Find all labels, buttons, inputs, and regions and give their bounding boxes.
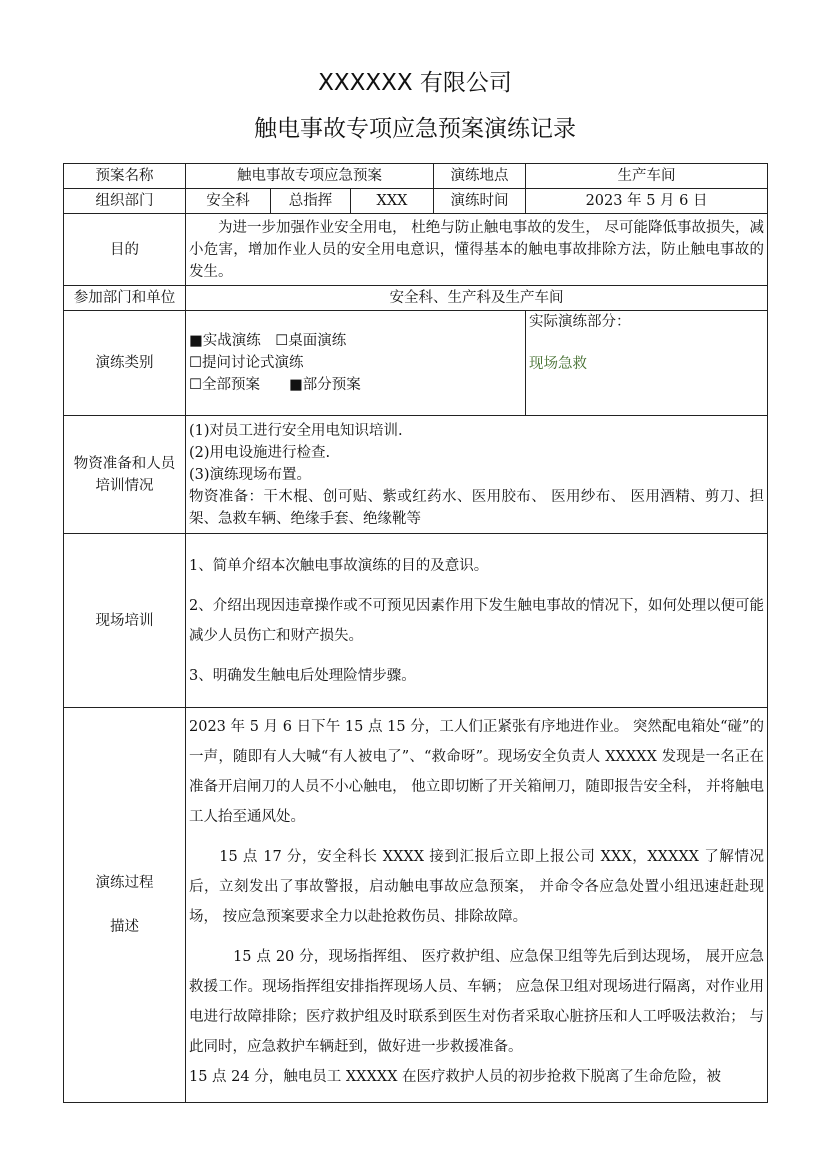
commander: XXX <box>351 189 434 214</box>
preparation-label-line: 培训情况 <box>95 477 154 494</box>
drill-type-label: 演练类别 <box>64 311 186 416</box>
training-item: 2、介绍出现因违章操作或不可预见因素作用下发生触电事故的情况下，如何处理以便可能减少人员伤亡和财产损失。 <box>189 597 765 644</box>
training-content <box>186 534 768 708</box>
preparation-label-line: 物资准备和人员 <box>73 455 176 472</box>
training-label: 现场培训 <box>64 534 186 708</box>
process-label-line: 描述 <box>110 919 139 935</box>
process-paragraph: 15 点 24 分，触电员工 XXXXX 在医疗救护人员的初步抢救下脱离了生命危险，被 <box>189 1069 722 1085</box>
org-label: 组织部门 <box>64 189 186 214</box>
prep-item: (1)对员工进行安全用电知识培训. <box>189 422 403 439</box>
plan-name: 触电事故专项应急预案 <box>186 164 434 189</box>
actual-drill-label: 实际演练部分： <box>529 314 631 330</box>
actual-drill-cell <box>526 311 768 416</box>
process-content <box>186 708 768 1103</box>
location: 生产车间 <box>526 164 768 189</box>
prep-item: (3)演练现场布置。 <box>189 466 312 483</box>
location-label: 演练地点 <box>434 164 526 189</box>
process-paragraph: 15 点 20 分，现场指挥组、 医疗救护组、应急保卫组等先后到达现场， 展开应急救援工作。现场指挥组安排指挥现场人员、车辆； 应急保卫组对现场进行隔离，对作业用电进行故障排除；医疗救护组及时联系到医生对伤者采取心脏挤压和人工呼吸法救治； 与此同时，应急救护车辆赶到，做好进一步救援准备。 <box>189 949 765 1055</box>
org: 安全科 <box>186 189 271 214</box>
actual-drill-value: 现场急救 <box>529 356 588 372</box>
prep-item: (2)用电设施进行检查. <box>189 444 331 461</box>
participants: 安全科、生产科及生产车间 <box>186 286 768 311</box>
process-paragraph: 2023 年 5 月 6 日下午 15 点 15 分，工人们正紧张有序地进作业。 突然配电箱处“碰”的一声，随即有人大喊“有人被电了”、“救命呀”。现场安全负责人 XXXXX 发现是一名正在准备开启闸刀的人员不小心触电， 他立即切断了开关箱闸刀，随即报告安全科， 并将触电工人抬至通风处。 <box>189 719 765 825</box>
purpose: 为进一步加强作业安全用电， 杜绝与防止触电事故的发生， 尽可能降低事故损失，减小危害，增加作业人员的安全用电意识，懂得基本的触电事故排除方法，防止触电事故的发生。 <box>186 214 768 286</box>
training-item: 1、简单介绍本次触电事故演练的目的及意识。 <box>189 557 489 574</box>
drill-record-table <box>63 163 768 1103</box>
plan-name-label: 预案名称 <box>64 164 186 189</box>
drill-type-options <box>186 311 526 416</box>
commander-label: 总指挥 <box>271 189 351 214</box>
drill-type-option: ■实战演练 ☐桌面演练 <box>189 333 347 349</box>
process-paragraph: 15 点 17 分，安全科长 XXXX 接到汇报后立即上报公司 XXX，XXXXX 了解情况后，立刻发出了事故警报，启动触电事故应急预案， 并命令各应急处置小组迅速赶赴现场， 按应急预案要求全力以赴抢救伤员、排除故障。 <box>189 849 765 925</box>
training-item: 3、明确发生触电后处理险情步骤。 <box>189 667 416 684</box>
drill-type-option: ☐提问讨论式演练 <box>189 355 304 371</box>
prep-item: 物资准备：干木棍、创可贴、紫或红药水、医用胶布、 医用纱布、 医用酒精、剪刀、担架、急救车辆、绝缘手套、绝缘靴等 <box>189 488 765 527</box>
document-title: 触电事故专项应急预案演练记录 <box>254 116 576 142</box>
process-label-line: 演练过程 <box>95 875 154 891</box>
process-label <box>64 708 186 1103</box>
preparation-content <box>186 416 768 534</box>
drill-type-option: ☐全部预案 ■部分预案 <box>189 377 361 393</box>
purpose-label: 目的 <box>64 214 186 286</box>
company-name: XXXXXX 有限公司 <box>318 70 512 96</box>
participants-label: 参加部门和单位 <box>64 286 186 311</box>
time-label: 演练时间 <box>434 189 526 214</box>
drill-time: 2023 年 5 月 6 日 <box>526 189 768 214</box>
preparation-label <box>64 416 186 534</box>
